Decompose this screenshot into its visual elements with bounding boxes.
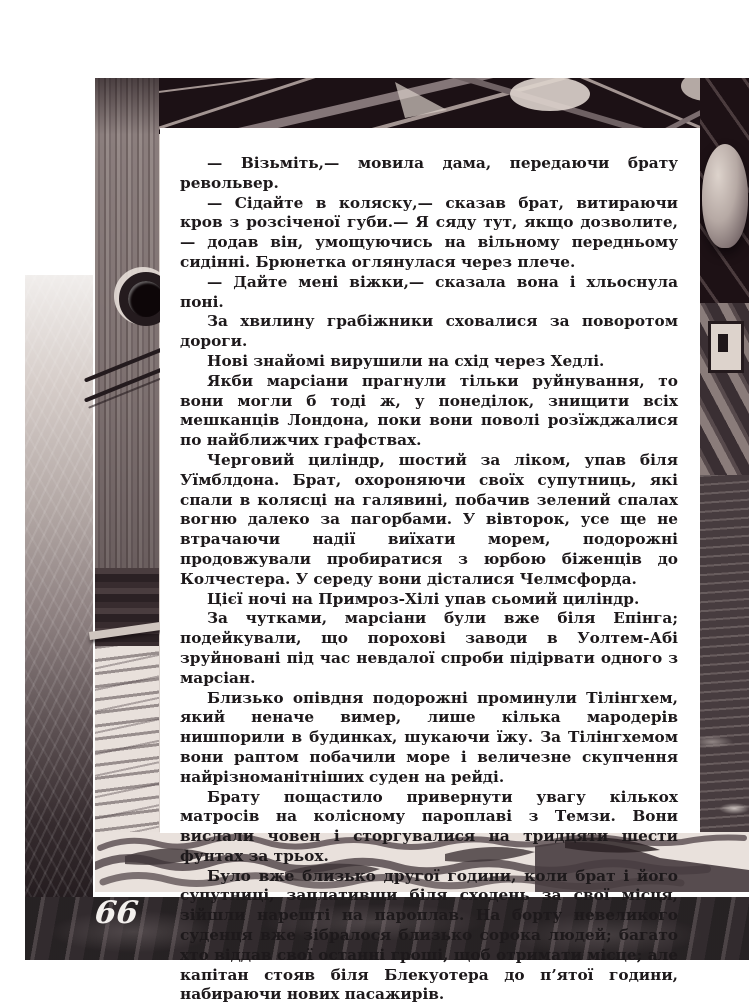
paragraph: За чутками, марсіани були вже біля Епінга; подейкували, що порохові заводи в Уолтем-Абі зруйновані під час невдалої спроби підірвати одного з марсіан. (180, 609, 678, 687)
paragraph: Близько опівдня подорожні проминули Тілінгхем, який неначе вимер, лише кілька мародерів нишпорили в будинках, шукаючи їжу. За Тілінгхемом вони раптом побачили море і величезне скупчення найрізноманітніших суден на рейді. (180, 688, 678, 786)
illustration-right-column (700, 78, 749, 892)
text-panel (160, 128, 700, 1004)
wooden-mast-art (95, 78, 159, 646)
paragraph: Цієї ночі на Примроз-Хілі упав сьомий циліндр. (207, 589, 640, 608)
illustration-left-strip (25, 275, 93, 960)
paragraph: За хвилину грабіжники сховалися за поворотом дороги. (180, 312, 678, 351)
ship-rigging-art (95, 78, 749, 134)
page-number: 66 (93, 895, 141, 931)
deck-fitting-art (708, 321, 744, 373)
paragraph: — Візьміть,— мовила дама, передаючи брату револьвер. (180, 154, 678, 192)
paragraph: — Сідайте в коляску,— сказав брат, витираючи кров з розсіченої губи.— Я сяду тут, якщо дозволите,— додав він, умощуючись на вільному передньому сидінні. Брюнетка оглянулася через плече. (180, 193, 678, 271)
paragraph: — Дайте мені віжки,— сказала вона і хльоснула поні. (180, 272, 678, 311)
sea-right-art (700, 475, 749, 892)
deck-planks-art (700, 303, 749, 475)
buoy-art (702, 144, 748, 248)
deck-fitting-hole-art (718, 334, 728, 352)
paragraph: Нові знайомі вирушили на схід через Хедлі. (207, 351, 605, 370)
hull-band-art (95, 568, 159, 646)
paragraph: Черговий циліндр, шостий за ліком, упав біля Уїмблдона. Брат, охороняючи своїх супутниць, які спали в колясці на галявині, побачив зелений спалах вогню далеко за пагорбами. У вівторок, усе ще не втрачаючи надії виїхати морем, подорожні продовжували пробиратися з юрбою біженців до Колчестера. У середу вони дісталися Челмсфорда. (180, 450, 678, 588)
text-panel-content (160, 128, 700, 1005)
paragraph: Брату пощастило привернути увагу кількох матросів на колісному пароплаві з Темзи. Вони вислали човен і сторгувалися на тридцяти шести фунтах за трьох. (180, 787, 678, 865)
paragraph: Якби марсіани прагнули тільки руйнування, то вони могли б тоді ж, у понеділок, знищити всіх мешканців Лондона, поки вони поволі розїжджалися по найближчих графствах. (180, 371, 678, 450)
paragraph: Було вже близько другої години, коли брат і його супутниці, заплативши біля сходень за свої місця, зійшли нарешті на пароплав. На борту невеликого суденця вже зібралося близько сорока людей; багато хто віддав свої останні гроші, щоб отримати місце; але капітан стояв біля Блекуотера до п’ятої години, набираючи нових пасажирів. (180, 866, 678, 1004)
